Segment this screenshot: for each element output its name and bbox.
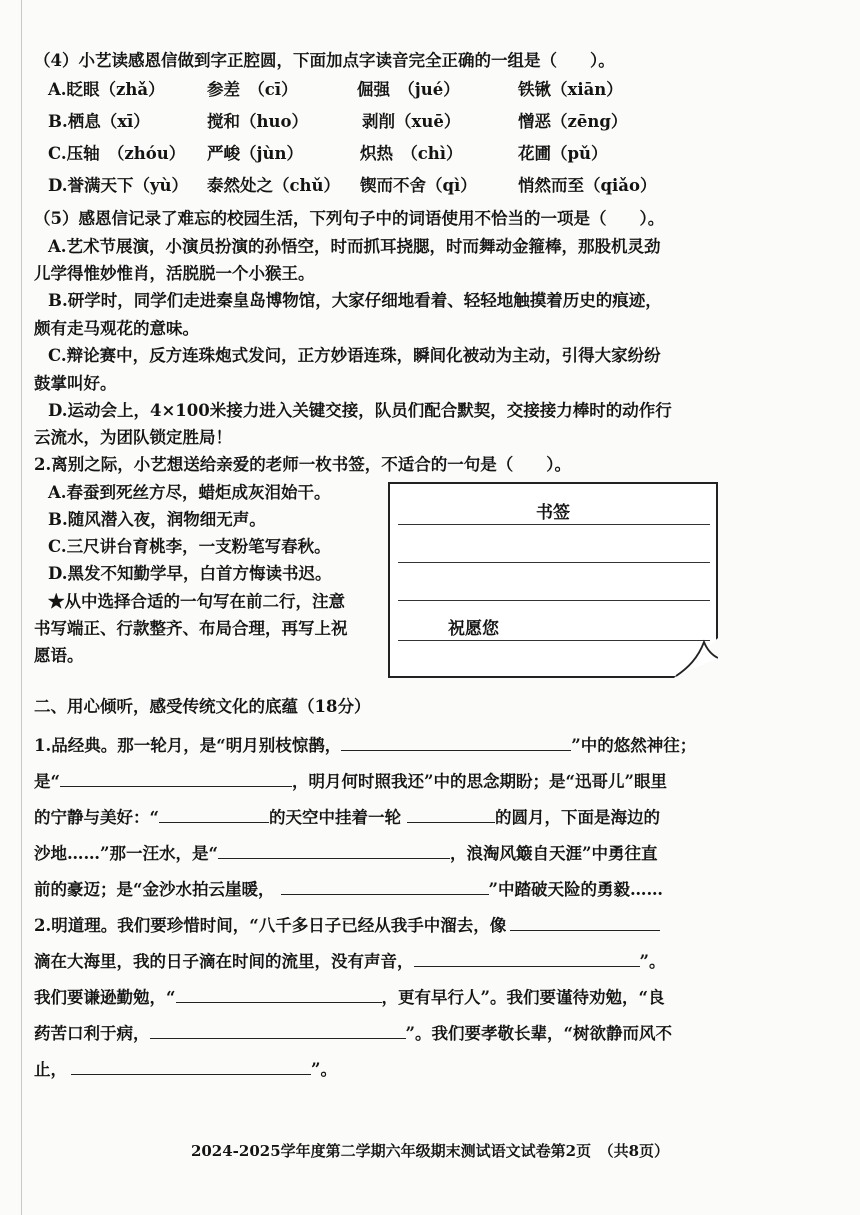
bookmark-title: 书签 bbox=[536, 503, 570, 523]
p1-line3 bbox=[34, 804, 660, 829]
blank-p1-4[interactable] bbox=[407, 804, 495, 823]
q4-option-c1: C.压轴 （zhóu） bbox=[48, 144, 186, 163]
p2-line5-text-a: 止， bbox=[34, 1060, 67, 1079]
q4-option-d2: 泰然处之（chǔ） bbox=[207, 176, 341, 195]
bookmark-wish: 祝愿您 bbox=[448, 619, 499, 639]
q5-option-a-line1: A.艺术节展演，小演员扮演的孙悟空，时而抓耳挠腮，时而舞动金箍棒，那股机灵劲 bbox=[48, 237, 661, 256]
q2-option-a: A.春蚕到死丝方尽，蜡炬成灰泪始干。 bbox=[48, 483, 331, 502]
bookmark-line-1[interactable] bbox=[398, 524, 710, 525]
p2-line2-text-b: ”。 bbox=[639, 952, 666, 971]
blank-p2-3[interactable] bbox=[176, 984, 382, 1003]
q4-option-b4: 憎恶（zēng） bbox=[518, 112, 628, 131]
p1-line4 bbox=[34, 840, 657, 865]
q4-option-c4: 花圃（pǔ） bbox=[518, 144, 608, 163]
p1-line3-text-a: 的宁静与美好：“ bbox=[34, 808, 159, 827]
page-margin-line bbox=[21, 0, 22, 1215]
q2-instruction-line1: ★从中选择合适的一句写在前二行，注意 bbox=[48, 592, 345, 611]
blank-p2-2[interactable] bbox=[414, 948, 640, 967]
p2-line2 bbox=[34, 948, 666, 973]
q4-option-a3: 倔强 （jué） bbox=[357, 80, 460, 99]
p1-line2-text-a: 是“ bbox=[34, 772, 60, 791]
p1-line4-text-b: ，浪淘风簸自天涯”中勇往直 bbox=[449, 844, 658, 863]
p2-line1-text-a: 2.明道理。我们要珍惜时间，“八千多日子已经从我手中溜去，像 bbox=[34, 916, 507, 935]
q2-option-d: D.黑发不知勤学早，白首方悔读书迟。 bbox=[48, 564, 332, 583]
blank-p1-3[interactable] bbox=[159, 804, 269, 823]
bookmark-line-3[interactable] bbox=[398, 600, 710, 601]
q4-option-c3: 炽热 （chì） bbox=[360, 144, 463, 163]
blank-p1-2[interactable] bbox=[60, 768, 292, 787]
p1-line5 bbox=[34, 876, 663, 901]
blank-p2-1[interactable] bbox=[510, 912, 660, 931]
p1-line1 bbox=[34, 732, 696, 757]
q4-option-d1: D.誉满天下（yù） bbox=[48, 176, 189, 195]
blank-p1-1[interactable] bbox=[341, 732, 571, 751]
p2-line1 bbox=[34, 912, 660, 937]
p1-line1-text-a: 1.品经典。那一轮月，是“明月别枝惊鹊， bbox=[34, 736, 342, 755]
p1-line2 bbox=[34, 768, 667, 793]
blank-p2-4[interactable] bbox=[150, 1020, 406, 1039]
q2-instruction-line3: 愿语。 bbox=[34, 646, 84, 665]
q2-option-b: B.随风潜入夜，润物细无声。 bbox=[48, 510, 266, 529]
q5-option-d-line2: 云流水，为团队锁定胜局！ bbox=[34, 428, 232, 447]
page-footer: 2024-2025学年度第二学期六年级期末测试语文试卷第2页 （共8页） bbox=[190, 1142, 670, 1160]
p2-line4-text-a: 药苦口利于病， bbox=[34, 1024, 150, 1043]
q4-option-b1: B.栖息（xī） bbox=[48, 112, 150, 131]
q4-option-d3: 锲而不舍（qì） bbox=[360, 176, 477, 195]
blank-p2-5[interactable] bbox=[71, 1056, 311, 1075]
p2-line4-text-b: ”。我们要孝敬长辈，“树欲静而风不 bbox=[405, 1024, 672, 1043]
p2-line5 bbox=[34, 1056, 337, 1081]
p1-line3-text-b: 的天空中挂着一轮 bbox=[269, 808, 401, 827]
q4-option-a2: 参差 （cī） bbox=[207, 80, 298, 99]
q5-option-d-line1: D.运动会上，4×100米接力进入关键交接，队员们配合默契，交接接力棒时的动作行 bbox=[48, 401, 672, 420]
p2-line3 bbox=[34, 984, 664, 1009]
p2-line2-text-a: 滴在大海里，我的日子滴在时间的流里，没有声音， bbox=[34, 952, 414, 971]
p1-line5-text-b: ”中踏破天险的勇毅…… bbox=[488, 880, 663, 899]
bookmark-card bbox=[388, 482, 718, 678]
q4-option-d4: 悄然而至（qiǎo） bbox=[518, 176, 657, 195]
bookmark-line-2[interactable] bbox=[398, 562, 710, 563]
blank-p1-5[interactable] bbox=[218, 840, 450, 859]
page-curl-icon bbox=[674, 638, 718, 678]
p2-line3-text-b: ，更有早行人”。我们要谨待劝勉，“良 bbox=[381, 988, 665, 1007]
q4-option-b2: 搅和（huo） bbox=[207, 112, 308, 131]
q4-stem: （4）小艺读感恩信做到字正腔圆，下面加点字读音完全正确的一组是（ ）。 bbox=[34, 51, 615, 70]
p1-line5-text-a: 前的豪迈；是“金沙水拍云崖暖， bbox=[34, 880, 275, 899]
q5-option-c-line2: 鼓掌叫好。 bbox=[34, 374, 117, 393]
p2-line3-text-a: 我们要谦逊勤勉，“ bbox=[34, 988, 176, 1007]
q5-option-c-line1: C.辩论赛中，反方连珠炮式发问，正方妙语连珠，瞬间化被动为主动，引得大家纷纷 bbox=[48, 346, 661, 365]
p1-line3-text-c: 的圆月，下面是海边的 bbox=[495, 808, 660, 827]
blank-p1-6[interactable] bbox=[281, 876, 489, 895]
q5-stem: （5）感恩信记录了难忘的校园生活，下列句子中的词语使用不恰当的一项是（ ）。 bbox=[34, 209, 665, 228]
p1-line4-text-a: 沙地……”那一汪水，是“ bbox=[34, 844, 218, 863]
section2-heading: 二、用心倾听，感受传统文化的底蕴（18分） bbox=[34, 697, 371, 716]
q5-option-b-line1: B.研学时，同学们走进秦皇岛博物馆，大家仔细地看着、轻轻地触摸着历史的痕迹， bbox=[48, 291, 662, 310]
p2-line5-text-b: ”。 bbox=[311, 1060, 337, 1079]
q5-option-b-line2: 颇有走马观花的意味。 bbox=[34, 319, 199, 338]
q4-option-a1: A.眨眼（zhǎ） bbox=[48, 80, 165, 99]
p1-line1-text-b: ”中的悠然神往； bbox=[571, 736, 697, 755]
q2-stem: 2.离别之际，小艺想送给亲爱的老师一枚书签，不适合的一句是（ ）。 bbox=[34, 455, 571, 474]
q4-option-c2: 严峻（jùn） bbox=[207, 144, 303, 163]
q2-instruction-line2: 书写端正、行款整齐、布局合理，再写上祝 bbox=[34, 619, 348, 638]
p2-line4 bbox=[34, 1020, 672, 1045]
q4-option-a4: 铁锹（xiān） bbox=[518, 80, 623, 99]
q4-option-b3: 剥削（xuē） bbox=[362, 112, 461, 131]
p1-line2-text-b: ，明月何时照我还”中的思念期盼；是“迅哥儿”眼里 bbox=[292, 772, 667, 791]
q5-option-a-line2: 儿学得惟妙惟肖，活脱脱一个小猴王。 bbox=[34, 264, 315, 283]
q2-option-c: C.三尺讲台育桃李，一支粉笔写春秋。 bbox=[48, 537, 331, 556]
bookmark-line-4[interactable] bbox=[398, 640, 710, 641]
